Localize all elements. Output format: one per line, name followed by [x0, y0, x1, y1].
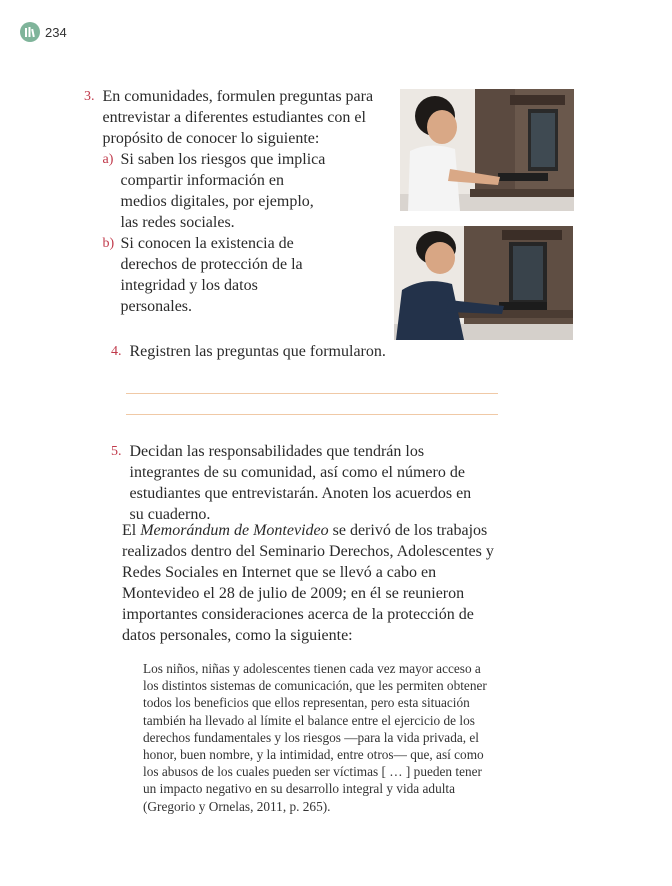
memorandum-title: Memorándum de Montevideo: [140, 522, 329, 539]
activity-item-4: [111, 341, 386, 362]
item-number: 4.: [111, 344, 122, 359]
item-text: Decidan las responsabilidades que tendrán los integrantes de su comunidad, así como el número de estudiantes que entrevistarán. Anoten los acuerdos en su cuaderno.: [129, 443, 472, 523]
photo-boy-at-computer: [400, 89, 574, 211]
subitem-a: [103, 149, 375, 233]
subitem-text: Si saben los riesgos que implica compartir información en medios digitales, por ejemplo, las redes sociales.: [120, 151, 326, 231]
subitem-b: [103, 233, 375, 317]
item-text: Registren las preguntas que formularon.: [129, 343, 386, 360]
item-number: 3.: [84, 89, 95, 104]
item-text: En comunidades, formulen preguntas para entrevistar a diferentes estudiantes con el propósito de conocer lo siguiente:: [102, 88, 374, 147]
subitem-label: b): [102, 236, 115, 251]
page-number: 234: [45, 24, 67, 40]
books-icon: [20, 22, 40, 42]
answer-lines: [126, 373, 498, 415]
activity-item-5: [111, 441, 501, 525]
item-number: 5.: [111, 444, 122, 459]
answer-line: [126, 373, 498, 394]
photo-boy-typing: [394, 226, 573, 340]
subitem-label: a): [102, 152, 114, 167]
paragraph-rest: se derivó de los trabajos realizados dentro del Seminario Derechos, Adolescentes y Redes Sociales en Internet que se llevó a cabo en Montevideo el 28 de julio de 2009; en él se reunieron importantes consideraciones acerca de la protección de datos personales, como la siguiente:: [122, 522, 494, 644]
subitem-text: Si conocen la existencia de derechos de protección de la integridad y los datos personales.: [120, 235, 303, 315]
page-header: [20, 22, 67, 42]
block-quote: Los niños, niñas y adolescentes tienen cada vez mayor acceso a los distintos sistemas de comunicación, que les permiten obtener todos los beneficios que ellos representan, pero esta situación también ha llevado al límite el balance entre el ejercicio de los derechos fundamentales y los riesgos —para la vida privada, el honor, buen nombre, y la intimidad, entre otros— que, así como los abusos de los cuales pueden ser víctimas [ … ] pueden tener un impacto negativo en su desarrollo integral y vida adulta (Gregorio y Ornelas, 2011, p. 265).: [143, 661, 487, 814]
paragraph-lead: El: [122, 522, 141, 539]
context-paragraph: [122, 520, 498, 646]
activity-item-3: [84, 86, 374, 317]
answer-line: [126, 394, 498, 415]
